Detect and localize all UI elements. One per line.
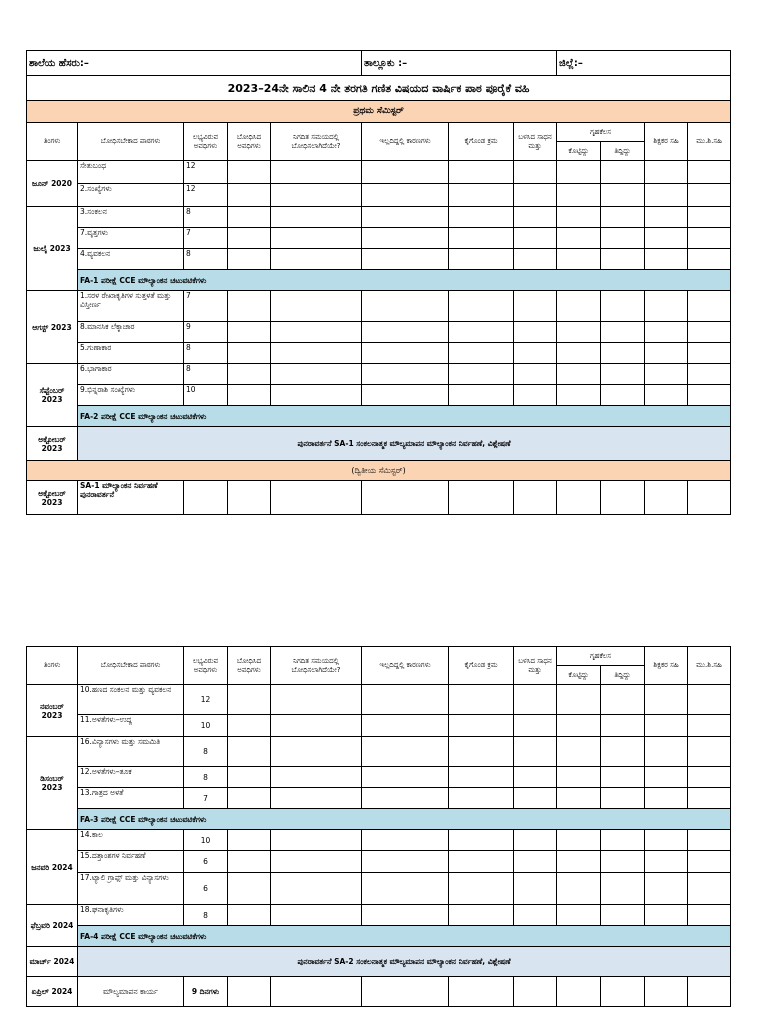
col-reasons: ಇಲ್ಲದಿದ್ದಲ್ಲಿ ಕಾರಣಗಳು <box>362 123 449 161</box>
col-homework: ಗೃಹಕೆಲಸ <box>557 123 645 142</box>
month-march: ಮಾರ್ಚ್ 2024 <box>27 947 78 977</box>
col-hm-sign: ಮು.ಶಿ.ಸಹಿ <box>688 647 731 685</box>
col-hw-corrected: ತಿದ್ದಿದ್ದು <box>601 666 645 685</box>
district-field[interactable]: ಜಿಲ್ಲೆ:– <box>557 51 731 76</box>
document-title: 2023–24ನೇ ಸಾಲಿನ 4 ನೇ ತರಗತಿ ಗಣಿತ ವಿಷಯದ ವಾರ್ಷಿಕ ಪಾಠ ಪೂರೈಕೆ ವಹಿ <box>27 76 731 101</box>
month-august: ಆಗಸ್ಟ್ 2023 <box>27 291 78 364</box>
semester-1-heading: ಪ್ರಥಮ ಸೆಮಿಸ್ಟರ್ <box>27 101 731 123</box>
lesson-cell: 17.ಟ್ಯಾಲಿ ಗ್ರಾಫ್ಸ್ ಮತ್ತು ವಿನ್ಯಾಸಗಳು <box>78 873 184 905</box>
month-january: ಜನವರಿ 2024 <box>27 830 78 905</box>
periods-cell: 12 <box>184 184 228 207</box>
month-november: ನವಂಬರ್ 2023 <box>27 685 78 737</box>
periods-cell: 7 <box>184 788 228 809</box>
lesson-cell: 18.ಘನಾಕೃತಿಗಳು <box>78 905 184 926</box>
col-hw-given: ಕೊಟ್ಟಿದ್ದು <box>557 142 601 161</box>
taluk-field[interactable]: ತಾಲ್ಲೂಕು :– <box>362 51 557 76</box>
month-december: ಡಿಸಂಬರ್ 2023 <box>27 737 78 830</box>
col-tlm: ಬಳಸಿದ ಸಾಧನ ಮತ್ತು <box>514 647 557 685</box>
col-teacher-sign: ಶಿಕ್ಷಕರ ಸಹಿ <box>645 123 688 161</box>
periods-cell: 12 <box>184 685 228 715</box>
lesson-cell: 2.ಸಂಖ್ಯೆಗಳು <box>78 184 184 207</box>
month-april: ಏಪ್ರಿಲ್ 2024 <box>27 977 78 1007</box>
col-on-time: ನಿಗದಿತ ಸಮಯದಲ್ಲಿ ಬೋಧಿಸಲಾಗಿದೆಯೇ? <box>271 647 362 685</box>
col-month: ತಿಂಗಳು <box>27 123 78 161</box>
periods-cell: 12 <box>184 161 228 184</box>
periods-cell: 8 <box>184 343 228 364</box>
lesson-cell: 16.ವಿನ್ಯಾಸಗಳು ಮತ್ತು ಸಮಮಿತಿ <box>78 737 184 767</box>
lesson-cell: 15.ದತ್ತಾಂಶಗಳ ನಿರ್ವಹಣೆ <box>78 851 184 873</box>
col-teacher-sign: ಶಿಕ್ಷಕರ ಸಹಿ <box>645 647 688 685</box>
col-available-periods: ಲಭ್ಯವಿರುವ ಅವಧಿಗಳು <box>184 647 228 685</box>
col-homework: ಗೃಹಕೆಲಸ <box>557 647 645 666</box>
col-month: ತಿಂಗಳು <box>27 647 78 685</box>
fa4-row: FA-4 ಪರೀಕ್ಷೆ CCE ಮೌಲ್ಯಾಂಕನ ಚಟುವಟಿಕೆಗಳು <box>78 926 731 947</box>
lesson-cell: 9.ಭಿನ್ನರಾಶಿ ಸಂಖ್ಯೆಗಳು <box>78 385 184 406</box>
periods-cell: 7 <box>184 228 228 249</box>
lesson-cell: 3.ಸಂಕಲನ <box>78 207 184 228</box>
fa2-row: FA-2 ಪರೀಕ್ಷೆ CCE ಮೌಲ್ಯಾಂಕನ ಚಟುವಟಿಕೆಗಳು <box>78 406 731 427</box>
col-hw-corrected: ತಿದ್ದಿದ್ದು <box>601 142 645 161</box>
col-available-periods: ಲಭ್ಯವಿರುವ ಅವಧಿಗಳು <box>184 123 228 161</box>
col-action: ಕೈಗೊಂಡ ಕ್ರಮ <box>449 123 514 161</box>
month-february: ಫೆಬ್ರವರಿ 2024 <box>27 905 78 947</box>
periods-cell: 8 <box>184 207 228 228</box>
lesson-cell: ಮೌಲ್ಯಮಾಪನ ಕಾರ್ಯ <box>78 977 184 1007</box>
sa2-row: ಪುನರಾವರ್ತನೆ SA-2 ಸಂಕಲನಾತ್ಮಕ ಮೌಲ್ಯಮಾಪನ ಮೌಲ್ಯಾಂಕನ ನಿರ್ವಹಣೆ, ವಿಶ್ಲೇಷಣೆ <box>78 947 731 977</box>
lesson-cell: 8.ಮಾನಸಿಕ ಲೆಕ್ಕಾಚಾರ <box>78 322 184 343</box>
lesson-cell: 4.ವ್ಯವಕಲನ <box>78 249 184 270</box>
periods-cell: 9 ದಿನಗಳು <box>184 977 228 1007</box>
second-semester-table <box>26 646 731 1007</box>
periods-cell: 10 <box>184 385 228 406</box>
col-lessons: ಬೋಧಿಸಬೇಕಾದ ಪಾಠಗಳು <box>78 647 184 685</box>
lesson-cell: 5.ಗುಣಾಕಾರ <box>78 343 184 364</box>
month-june: ಜೂನ್ 2020 <box>27 161 78 207</box>
fa1-row: FA-1 ಪರೀಕ್ಷೆ CCE ಮೌಲ್ಯಾಂಕನ ಚಟುವಟಿಕೆಗಳು <box>78 270 731 291</box>
col-lessons: ಬೋಧಿಸಬೇಕಾದ ಪಾಠಗಳು <box>78 123 184 161</box>
periods-cell: 8 <box>184 905 228 926</box>
semester-2-heading: (ದ್ವಿತೀಯ ಸೆಮಿಸ್ಟರ್) <box>27 461 731 481</box>
col-hw-given: ಕೊಟ್ಟಿದ್ದು <box>557 666 601 685</box>
lesson-cell: 11.ಅಳತೆಗಳು–ಉದ್ದ <box>78 715 184 737</box>
lesson-cell: 6.ಭಾಗಾಕಾರ <box>78 364 184 385</box>
col-reasons: ಇಲ್ಲದಿದ್ದಲ್ಲಿ ಕಾರಣಗಳು <box>362 647 449 685</box>
lesson-cell: SA-1 ಮೌಲ್ಯಾಂಕನ ನಿರ್ವಹಣೆ ಪುನರಾವರ್ತನೆ <box>78 481 184 515</box>
col-taught-periods: ಬೋಧಿಸಿದ ಅವಧಿಗಳು <box>228 123 271 161</box>
col-taught-periods: ಬೋಧಿಸಿದ ಅವಧಿಗಳು <box>228 647 271 685</box>
first-semester-table <box>26 50 731 515</box>
col-hm-sign: ಮು.ಶಿ.ಸಹಿ <box>688 123 731 161</box>
month-october-2: ಅಕ್ಟೋಬರ್ 2023 <box>27 481 78 515</box>
lesson-cell: 13.ಗಾತ್ರದ ಅಳತೆ <box>78 788 184 809</box>
month-september: ಸೆಪ್ಟೆಂಬರ್ 2023 <box>27 364 78 427</box>
lesson-cell: ಸೇತುಬಂಧ <box>78 161 184 184</box>
periods-cell: 8 <box>184 249 228 270</box>
lesson-cell: 7.ವೃತ್ತಗಳು <box>78 228 184 249</box>
month-october: ಅಕ್ಟೋಬರ್ 2023 <box>27 427 78 461</box>
periods-cell: 7 <box>184 291 228 322</box>
lesson-cell: 14.ಕಾಲ <box>78 830 184 851</box>
col-action: ಕೈಗೊಂಡ ಕ್ರಮ <box>449 647 514 685</box>
lesson-cell: 12.ಅಳತೆಗಳು–ತೂಕ <box>78 767 184 788</box>
month-july: ಜುಲೈ 2023 <box>27 207 78 291</box>
col-tlm: ಬಳಸಿದ ಸಾಧನ ಮತ್ತು <box>514 123 557 161</box>
periods-cell: 8 <box>184 737 228 767</box>
periods-cell: 8 <box>184 767 228 788</box>
periods-cell: 10 <box>184 715 228 737</box>
periods-cell: 9 <box>184 322 228 343</box>
periods-cell: 6 <box>184 851 228 873</box>
school-name-field[interactable]: ಶಾಲೆಯ ಹೆಸರು:– <box>27 51 362 76</box>
fa3-row: FA-3 ಪರೀಕ್ಷೆ CCE ಮೌಲ್ಯಾಂಕನ ಚಟುವಟಿಕೆಗಳು <box>78 809 731 830</box>
lesson-cell: 10.ಹಣದ ಸಂಕಲನ ಮತ್ತು ವ್ಯವಕಲನ <box>78 685 184 715</box>
col-on-time: ನಿಗದಿತ ಸಮಯದಲ್ಲಿ ಬೋಧಿಸಲಾಗಿದೆಯೇ? <box>271 123 362 161</box>
periods-cell: 8 <box>184 364 228 385</box>
lesson-cell: 1.ಸರಳ ರೇಖಾಕೃತಿಗಳ ಸುತ್ತಳತೆ ಮತ್ತು ವಿಸ್ತೀರ್ಣ <box>78 291 184 322</box>
periods-cell: 6 <box>184 873 228 905</box>
periods-cell: 10 <box>184 830 228 851</box>
sa1-row: ಪುನರಾವರ್ತನೆ SA-1 ಸಂಕಲನಾತ್ಮಕ ಮೌಲ್ಯಮಾಪನ ಮೌಲ್ಯಾಂಕನ ನಿರ್ವಹಣೆ, ವಿಶ್ಲೇಷಣೆ <box>78 427 731 461</box>
